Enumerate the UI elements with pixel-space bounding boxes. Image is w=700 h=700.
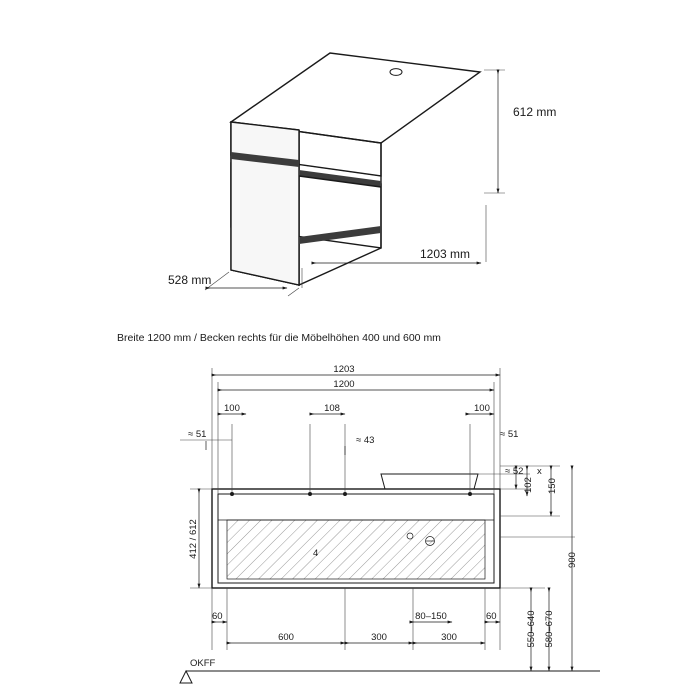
offset-dim-1: ≈ 51 [188,429,207,440]
basin-dim-52: ≈ 52 [505,466,524,477]
left-height-label: 412 / 612 [188,519,199,559]
okff-label: OKFF [190,658,216,669]
bottom-note-label: 80–150 [415,611,447,622]
basin-profile [381,474,478,489]
bottom-dim-60-right: 60 [486,611,497,622]
right-height-900: 900 [567,552,578,568]
offset-dim-3: ≈ 51 [500,429,519,440]
top-dim-1: 100 [224,403,240,414]
front-cabinet-outline [212,489,500,588]
persp-width-label: 1203 mm [420,247,471,261]
persp-height-label: 612 mm [513,105,557,119]
figure-caption: Breite 1200 mm / Becken rechts für die Möbelhöhen 400 und 600 mm [117,332,441,344]
front-basin-dims [478,466,560,516]
front-bottom-dims [212,588,500,650]
top-dim-3: 100 [474,403,490,414]
right-height-580-670: 580–670 [544,610,555,648]
mounting-leaders [232,424,470,492]
interior-mark-label: 4 [313,548,319,559]
overall-width-label: 1203 [333,364,355,375]
persp-dim-height [484,70,556,193]
persp-depth-label: 528 mm [168,273,212,287]
basin-dim-150: 150 [547,478,558,494]
bottom-dim-300-b: 300 [441,632,457,643]
front-left-height-dim [188,489,212,588]
offset-dim-2: ≈ 43 [356,435,375,446]
basin-dim-102: 102 [523,477,534,493]
okff-datum [180,658,600,683]
inner-width-label: 1200 [333,379,355,390]
bottom-dim-300-a: 300 [371,632,387,643]
front-offset-dims [180,429,518,455]
front-top-segment-dims [218,403,494,414]
right-height-550-640: 550–640 [526,610,537,648]
basin-dim-x: x [537,466,542,477]
top-dim-2: 108 [324,403,340,414]
bottom-dim-600: 600 [278,632,294,643]
persp-dim-width [302,205,486,288]
bottom-dim-60-left: 60 [212,611,223,622]
